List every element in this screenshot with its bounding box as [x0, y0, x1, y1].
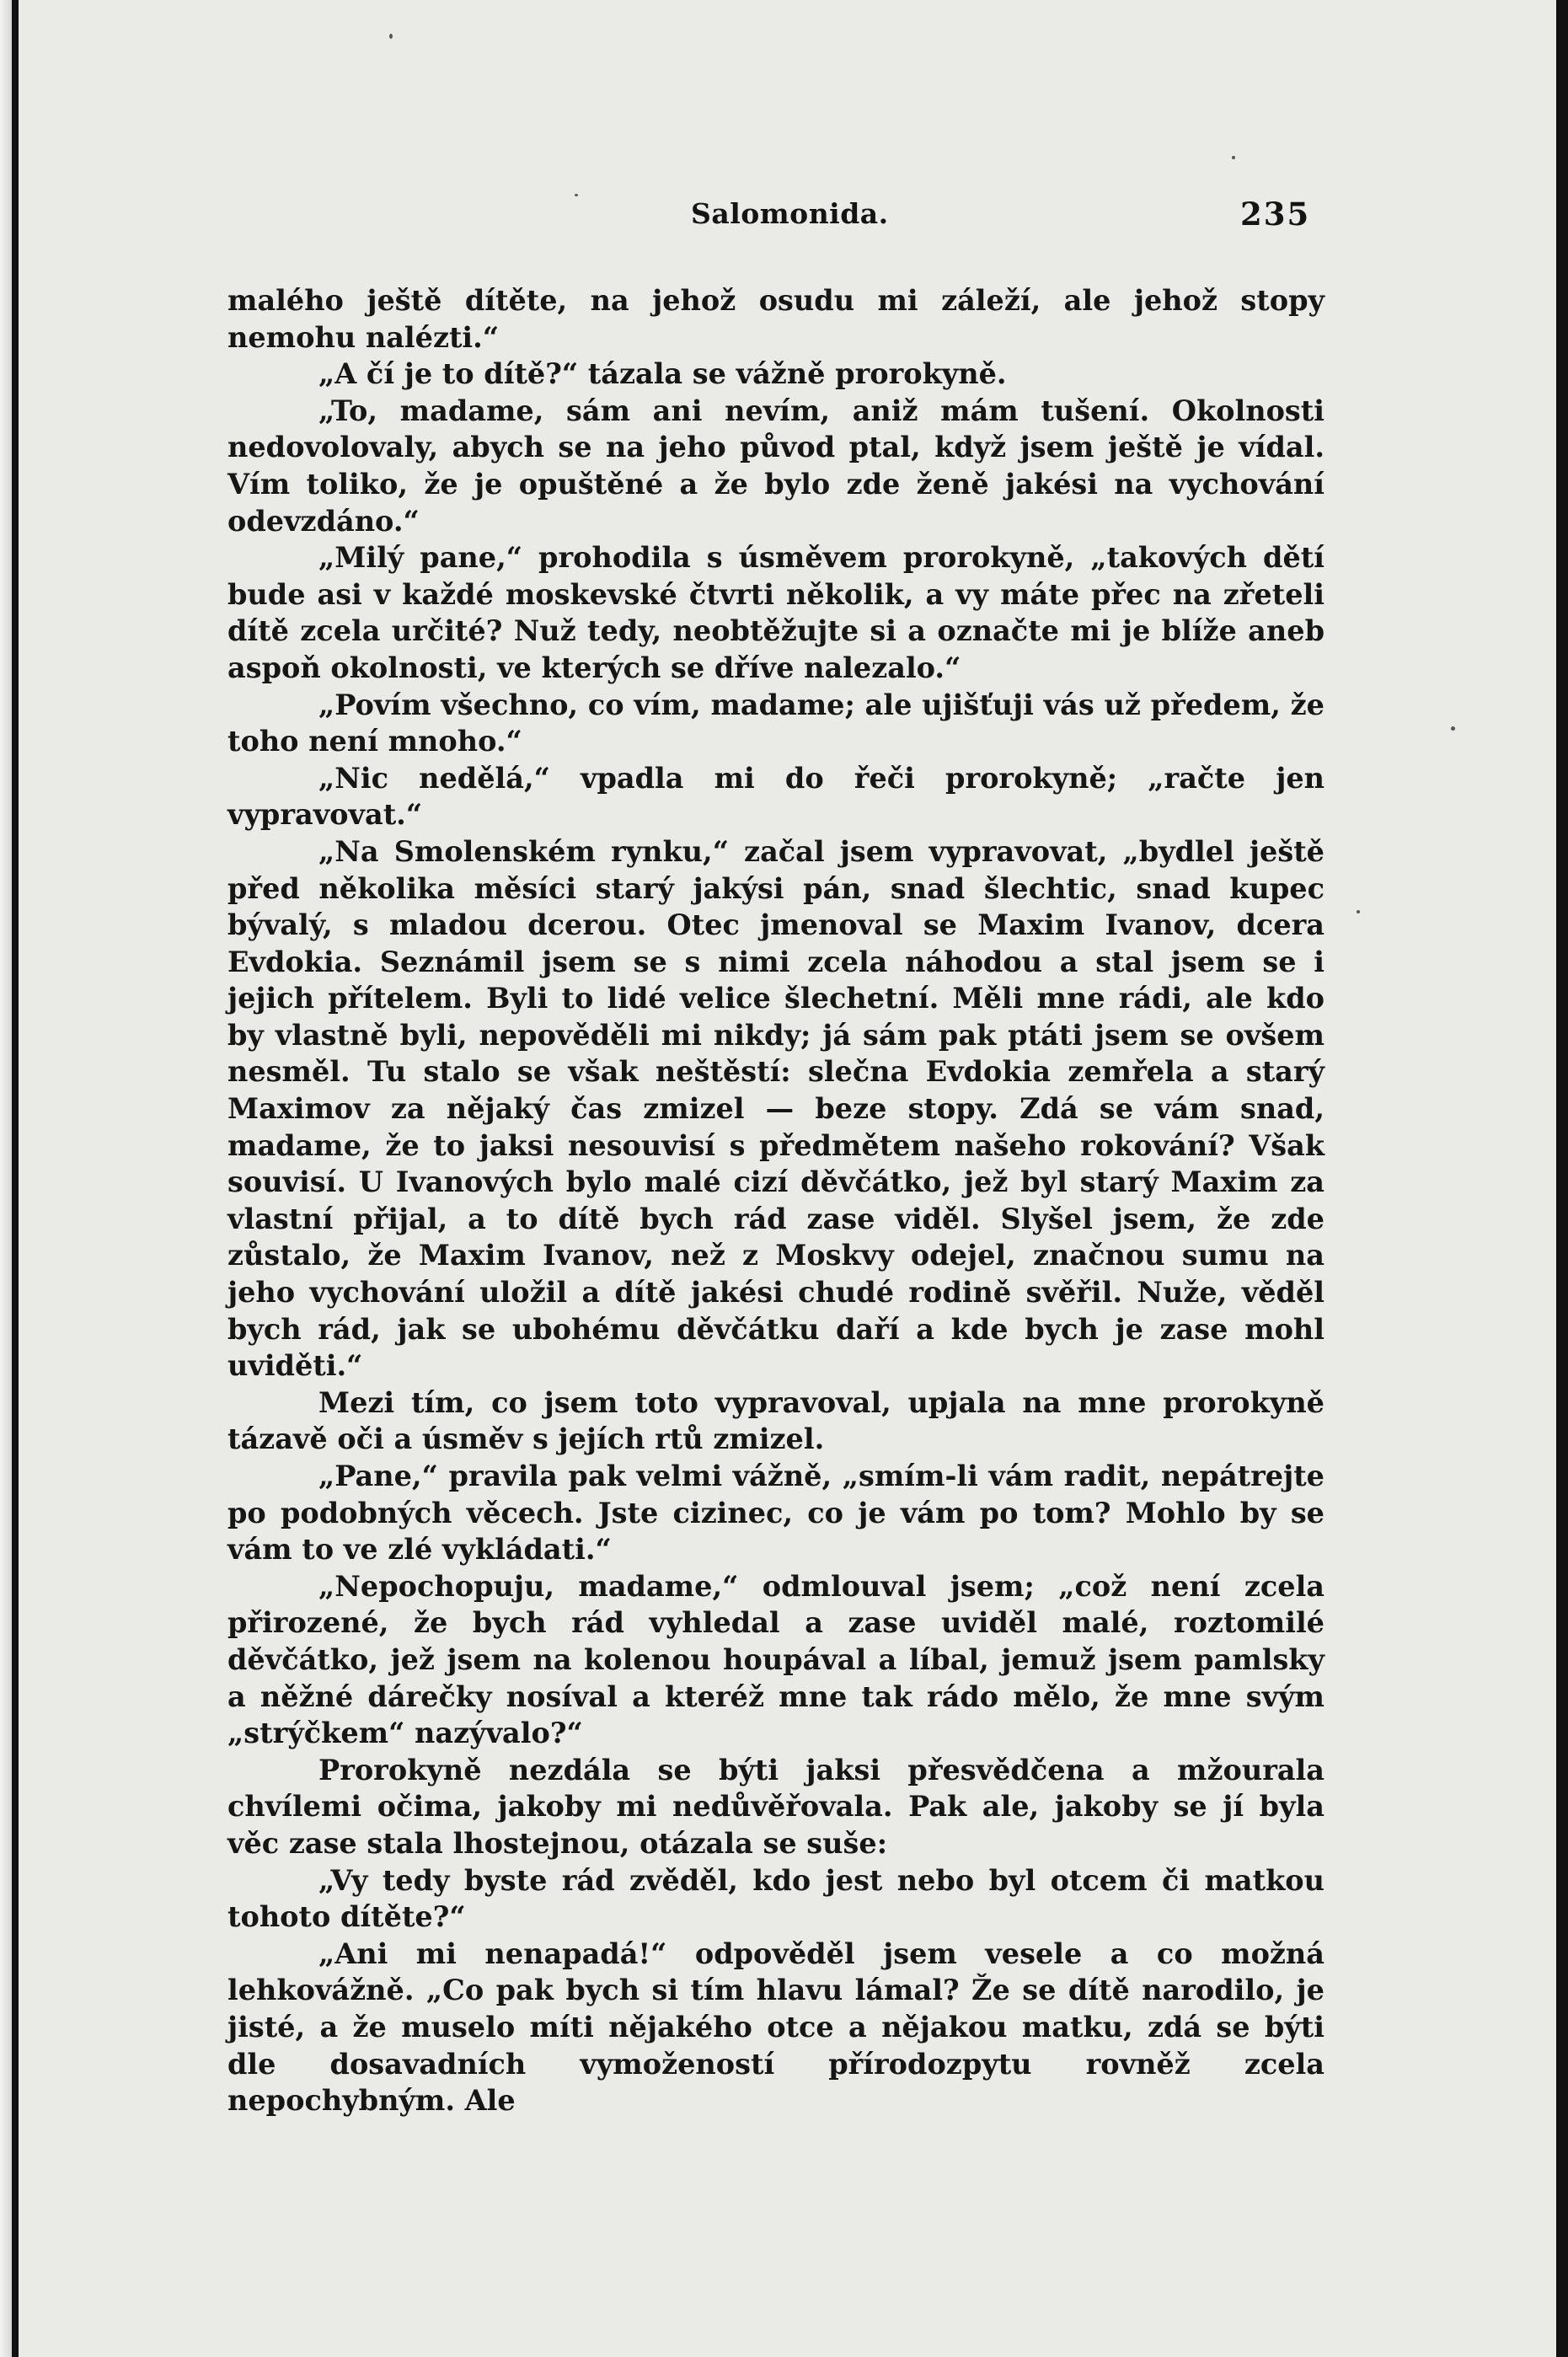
paragraph: „Nepochopuju, madame,“ odmlouval jsem; „což není zcela přirozené, že bych rád vyhledal a zase uviděl malé, roztomilé děvčátko, jež jsem na kolenou houpával a líbal, jemuž jsem pamlsky a něžné dárečky nosíval a kteréž mne tak rádo mělo, že mne svým „strýčkem“ nazývalo?“	[227, 1569, 1325, 1750]
paragraph: „Pane,“ pravila pak velmi vážně, „smím-li vám radit, nepátrejte po podobných věcech. Jste cizinec, co je vám po tom? Mohlo by se vám to ve zlé vykládati.“	[227, 1460, 1325, 1567]
paragraph: „Milý pane,“ prohodila s úsměvem prorokyně, „takových dětí bude asi v každé moskevské čtvrti několik, a vy máte přec na zřeteli dítě zcela určité? Nuž tedy, neobtěžujte si a označte mi je blíže aneb aspoň okolnosti, ve kterých se dříve nalezalo.“	[227, 541, 1325, 684]
paragraph: Mezi tím, co jsem toto vypravoval, upjala na mne prorokyně tázavě oči a úsměv s jejích rtů zmizel.	[227, 1385, 1325, 1456]
paragraph: „To, madame, sám ani nevím, aniž mám tušení. Okolnosti nedovolovaly, abych se na jeho původ ptal, když jsem ještě je vídal. Vím toliko, že je opuštěné a že bylo zde ženě jakési na vychování odevzdáno.“	[227, 394, 1325, 538]
body-text	[227, 282, 1325, 2119]
paragraph: Prorokyně nezdála se býti jaksi přesvědčena a mžourala chvílemi očima, jakoby mi nedůvěřovala. Pak ale, jakoby se jí byla věc zase stala lhostejnou, otázala se suše:	[227, 1753, 1325, 1860]
paragraph: „Vy tedy byste rád zvěděl, kdo jest nebo byl otcem či matkou tohoto dítěte?“	[227, 1863, 1325, 1934]
paragraph: „Povím všechno, co vím, madame; ale ujišťuji vás už předem, že toho není mnoho.“	[227, 688, 1325, 758]
paragraph: malého ještě dítěte, na jehož osudu mi záleží, ale jehož stopy nemohu nalézti.“	[227, 284, 1325, 354]
scan-speck	[1451, 726, 1455, 731]
scan-speck	[1357, 910, 1360, 913]
paragraph: „Ani mi nenapadá!“ odpověděl jsem vesele a co možná lehkovážně. „Co pak bych si tím hlavu lámal? Že se dítě narodilo, je jisté, a že muselo míti nějakého otce a nějakou matku, zdá se býti dle dosavadních vymožeností přírodozpytu rovněž zcela nepochybným. Ale	[227, 1936, 1325, 2118]
paragraph: „Nic nedělá,“ vpadla mi do řeči prorokyně; „račte jen vypravovat.“	[227, 761, 1325, 832]
book-page	[19, 0, 1556, 2357]
scan-speck	[389, 34, 393, 39]
page-header	[19, 197, 1330, 248]
scan-left-edge	[0, 0, 12, 2357]
paragraph: „A čí je to dítě?“ tázala se vážně prorokyně.	[318, 357, 1007, 391]
scan-speck	[575, 194, 578, 196]
scan-speck	[1232, 156, 1235, 159]
paragraph: „Na Smolenském rynku,“ začal jsem vypravovat, „bydlel ještě před několika měsíci starý jakýsi pán, snad šlechtic, snad kupec bývalý, s mladou dcerou. Otec jmenoval se Maxim Ivanov, dcera Evdokia. Seznámil jsem se s nimi zcela náhodou a stal jsem se i jejich přítelem. Byli to lidé velice šlechetní. Měli mne rádi, ale kdo by vlastně byli, nepověděli mi nikdy; já sám pak ptáti jsem se ovšem nesměl. Tu stalo se však neštěstí: slečna Evdokia zemřela a starý Maximov za nějaký čas zmizel — beze stopy. Zdá se vám snad, madame, že to jaksi nesouvisí s předmětem našeho rokování? Však souvisí. U Ivanových bylo malé cizí děvčátko, jež byl starý Maxim za vlastní přijal, a to dítě bych rád zase viděl. Slyšel jsem, že zde zůstalo, že Maxim Ivanov, než z Moskvy odejel, značnou sumu na jeho vychování uložil a dítě jakési chudé rodině svěřil. Nuže, věděl bych rád, jak se ubohému děvčátku daří a kde bych je zase mohl uviděti.“	[227, 834, 1325, 1383]
page-number: 235	[1240, 196, 1311, 233]
running-title: Salomonida.	[691, 197, 889, 230]
